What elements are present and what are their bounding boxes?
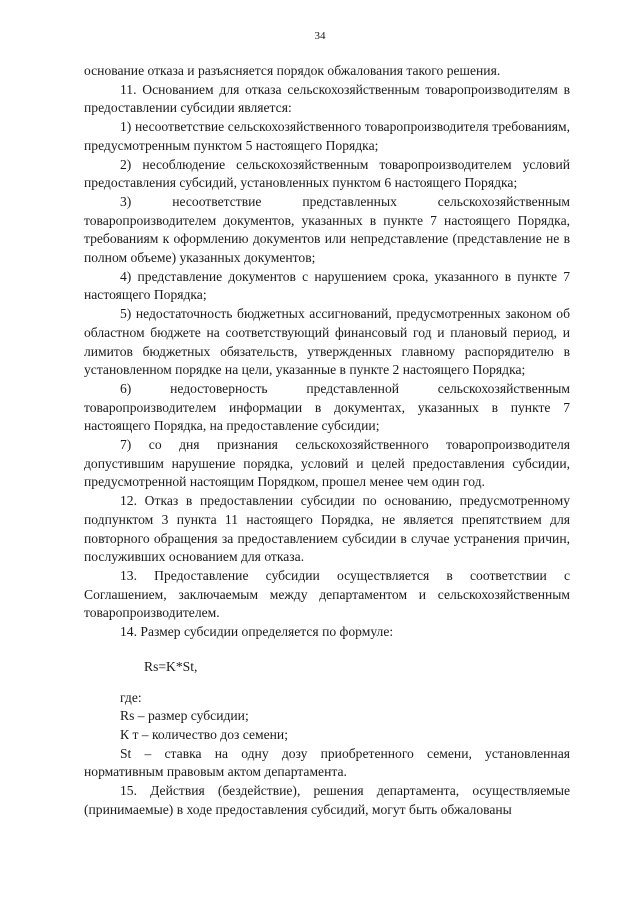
page-number: 34 xyxy=(314,30,326,42)
paragraph-15: 15. Действия (бездействие), решения департамента, осуществляемые (принимаемые) в ходе предоставления субсидий, могут быть обжалованы xyxy=(84,783,570,817)
subsidy-formula: Rs=K*St, xyxy=(144,658,198,674)
paragraph-11-item-1: 1) несоответствие сельскохозяйственного товаропроизводителя требованиям, предусмотренным пунктом 5 настоящего Порядка; xyxy=(84,119,570,153)
paragraph-11-item-4: 4) представление документов с нарушением срока, указанного в пункте 7 настоящего Порядка; xyxy=(84,268,570,303)
definition-st: St – ставка на одну дозу приобретенного семени, установленная нормативным правовым актом департамента. xyxy=(84,745,570,780)
paragraph-11-item-2: 2) несоблюдение сельскохозяйственным товаропроизводителем условий предоставления субсидий, установленных пунктом 6 настоящего Порядка; xyxy=(84,156,570,191)
definition-kt: К т – количество доз семени; xyxy=(120,726,288,742)
paragraph-11-item-3: 3) несоответствие представленных сельскохозяйственным товаропроизводителем документов, указанных в пункте 7 настоящего Порядка, требованиям к оформлению документов или непредставление (представление не в полном объеме) указанных документов; xyxy=(84,193,570,266)
paragraph-basis-continuation: основание отказа и разъясняется порядок обжалования такого решения. xyxy=(84,63,501,78)
paragraph-12: 12. Отказ в предоставлении субсидии по основанию, предусмотренному подпунктом 3 пункта 11 настоящего Порядка, не является препятствием для повторного обращения за предоставлением субсидии в случае устранения причин, послуживших основанием для отказа. xyxy=(84,493,570,565)
paragraph-11-item-5: 5) недостаточность бюджетных ассигнований, предусмотренных законом об областном бюджете на соответствующий финансовый год и плановый период, и лимитов бюджетных обязательств, утвержденных главному распорядителю в установленном порядке на цели, указанные в пункте 2 настоящего Порядка; xyxy=(84,306,570,378)
definition-rs: Rs – размер субсидии; xyxy=(120,708,249,724)
paragraph-11: 11. Основанием для отказа сельскохозяйственным товаропроизводителям в предоставлении субсидии является: xyxy=(84,81,570,116)
definitions-intro: где: xyxy=(120,689,142,705)
paragraph-11-item-6: 6) недостоверность представленной сельскохозяйственным товаропроизводителем информации в документах, указанных в пункте 7 настоящего Порядка, на предоставление субсидии; xyxy=(84,380,570,434)
paragraph-11-item-7: 7) со дня признания сельскохозяйственного товаропроизводителя допустившим нарушение порядка, условий и целей предоставления субсидии, предусмотренной настоящим Порядком, прошел менее чем один год. xyxy=(84,437,570,490)
paragraph-14: 14. Размер субсидии определяется по формуле: xyxy=(120,624,394,640)
document-body xyxy=(84,62,570,819)
paragraph-13: 13. Предоставление субсидии осуществляется в соответствии с Соглашением, заключаемым между департаментом и сельскохозяйственным товаропроизводителем. xyxy=(84,567,570,621)
